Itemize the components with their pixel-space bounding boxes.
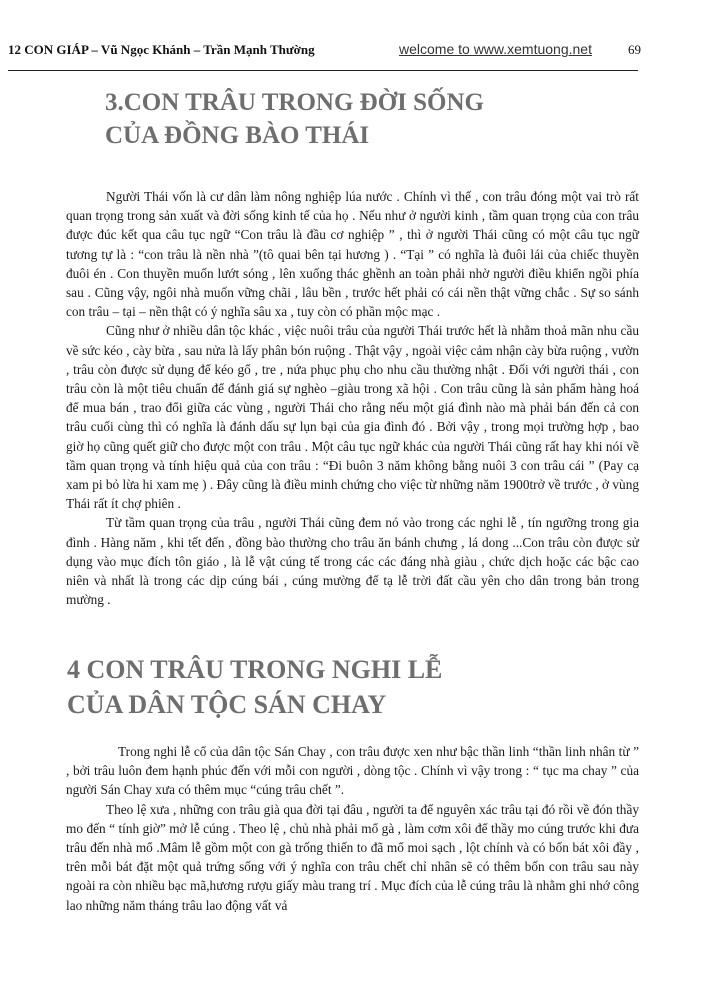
paragraph: Từ tầm quan trọng của trâu , người Thái cũng đem nó vào trong các nghi lễ , tín ngưỡng trong gia đình . Hàng năm , khi tết đến , đồng bào thường cho trâu ăn bánh chưng , lá dong ...Con trâu còn được sử dụng vào mục đích tôn giáo , là lễ vật cúng tế trong các các đáng nhà giàu , chức dịch hoặc các bậc cao niên và nhất là trong các dịp cúng bái , cúng mường để tạ lễ trời đất cầu yên cho dân trong bản trong mường . — [66, 515, 639, 608]
section-3-title-line-2: CỦA ĐỒNG BÀO THÁI — [105, 122, 370, 149]
paragraph: Cũng như ở nhiều dân tộc khác , việc nuôi trâu của người Thái trước hết là nhằm thoả mãn nhu cầu về sức kéo , cày bừa , sau nửa là lấy phân bón ruộng . Thật vậy , ngoài việc cảm nhận cày bừa ruộng , vườn , trâu còn được sử dụng để kéo gổ , tre , nứa phục phụ cho nhu cầu thường nhật . Đối với người thái , con trâu còn là một tiêu chuẩn để đánh giá sự nghèo –giàu trong xã hội . Con trâu cũng là sản phẩm hàng hoá để mua bán , trao đổi giữa các vùng , người Thái cho rằng nếu một giá đình nào mà phải bán đến cả con trâu cuối cùng thì có nghĩa là đánh dấu sự lụn bại của gia đình đó . Bởi vậy , trong mọi trường hợp , bao giờ họ cũng quết giữ cho được một con trâu . Một câu tục ngữ khác của người Thái cũng rất hay khi nói về tầm quan trọng và tính hiệu quả của con trâu : “Đi buôn 3 năm không bằng nuôi 3 con trâu cái ” (Pay cạ xam pi bỏ lừa hi xam mẹ ) . Đây cũng là điều minh chứng cho việc từ những năm 1900trở về trước , ở vùng Thái rất ít chợ phiên . — [66, 323, 639, 512]
paragraph: Theo lệ xưa , những con trâu già qua đời tại đâu , người ta để nguyên xác trâu tại đó rồi về đón thầy mo đến “ tính giờ” mở lễ cúng . Theo lệ , chủ nhà phải mổ gà , làm cơm xôi để thầy mo cúng trước khi đưa trâu đến nhà mổ .Mâm lễ gồm một con gà trống thiến to đã mổ moi sạch , lột chính và có bốn bát xôi đầy , trên mỗi bát đặt một quả trứng sống với ý nghĩa con trâu chết chỉ nhân sẽ có thêm bốn con trâu sau này ngoài ra còn nhiều bạc mã,hương rượu giấy màu trang trí . Mục đích của lễ cúng trâu là nhằm ghi nhớ công lao những năm tháng trâu lao động vất vả — [66, 801, 639, 913]
section-4-title-line-1: 4 CON TRÂU TRONG NGHI LỄ — [67, 655, 443, 684]
section-4-title — [67, 652, 442, 722]
section-3-title-line-1: 3.CON TRÂU TRONG ĐỜI SỐNG — [105, 89, 484, 116]
website-link[interactable]: welcome to www.xemtuong.net — [399, 41, 592, 57]
page-header — [0, 42, 702, 68]
paragraph: Người Thái vốn là cư dân làm nông nghiệp lúa nước . Chính vì thế , con trâu đóng một vai trò rất quan trọng trong sản xuất và đời sống kinh tế của họ . Nếu như ở người kinh , tầm quan trọng của con trâu được đúc kết qua câu tục ngữ “Con trâu là đầu cơ nghiệp ” , thì ở người Thái cũng có một câu tục ngữ tương tự là : “con trâu là nền nhà ”(tô quai bên tại hương ) . “Tại ” có nghĩa là đuôi lái của chiếc thuyền đuôi én . Con thuyền muốn lướt sóng , lên xuống thác ghềnh an toàn phải nhờ người điều khiển ngồi phía sau . Cũng vậy, ngôi nhà muốn vững chãi , lâu bền , trước hết phải có cái nền thật vững chắc . Sự so sánh con trâu – tại – nền thật có ý nghĩa sâu xa , tuy còn có phần mộc mạc . — [66, 189, 639, 320]
section-4-title-line-2: CỦA DÂN TỘC SÁN CHAY — [67, 690, 387, 719]
book-title: 12 CON GIÁP – Vũ Ngọc Khánh – Trần Mạnh Thường — [8, 42, 315, 57]
header-divider — [8, 70, 638, 71]
section-3-title — [105, 86, 484, 152]
section-3-body — [66, 187, 639, 609]
section-4-body — [66, 742, 639, 915]
page-number: 69 — [628, 42, 641, 57]
paragraph: Trong nghi lễ cổ của dân tộc Sán Chay , con trâu được xen như bậc thần linh “thần linh nhân từ ” , bởi trâu luôn đem hạnh phúc đến với mỗi con người , dòng tộc . Chính vì vậy trong : “ tục ma chay ” của người Sán Chay xưa có thêm mục “cúng trâu chết ”. — [66, 744, 639, 798]
